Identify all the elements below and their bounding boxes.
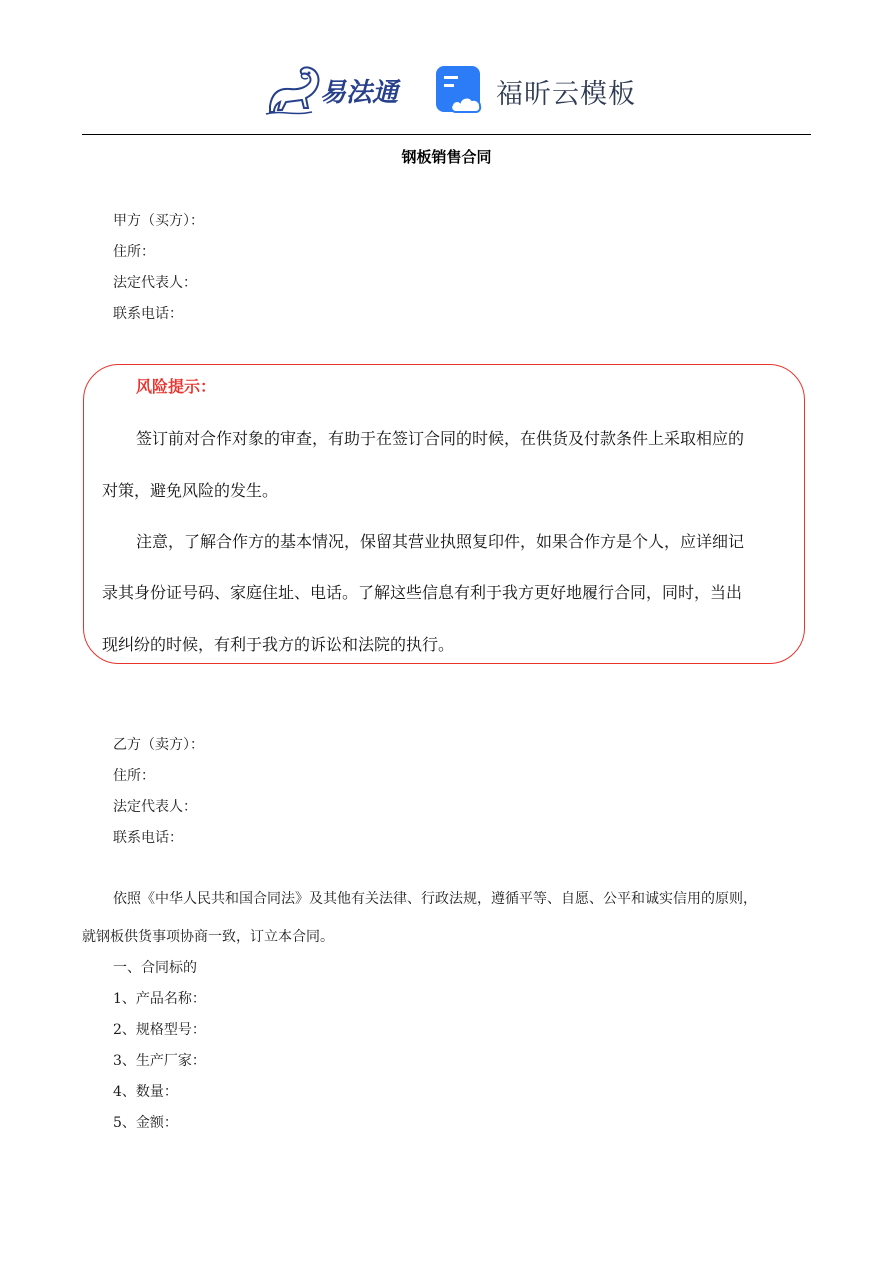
- list-item: 1、产品名称：: [113, 991, 206, 1007]
- party-a-rep: 法定代表人：: [113, 275, 197, 291]
- foxit-cloud-icon: [436, 66, 484, 116]
- document-title: 钢板销售合同: [401, 148, 492, 166]
- risk-text-line: 现纠纷的时候，有利于我方的诉讼和法院的执行。: [102, 635, 455, 654]
- intro-paragraph-line: 依照《中华人民共和国合同法》及其他有关法律、行政法规，遵循平等、自愿、公平和诚实信用的原则，: [113, 891, 757, 907]
- party-b-label: 乙方（卖方）：: [113, 737, 204, 753]
- intro-paragraph-line: 就钢板供货事项协商一致，订立本合同。: [82, 929, 334, 945]
- party-b-phone: 联系电话：: [113, 830, 183, 846]
- qilin-icon: [262, 62, 324, 120]
- party-a-phone: 联系电话：: [113, 306, 183, 322]
- list-item: 4、数量：: [113, 1084, 178, 1100]
- risk-text-line: 录其身份证号码、家庭住址、电话。了解这些信息有利于我方更好地履行合同，同时，当出: [102, 583, 743, 602]
- risk-warning-box: [83, 364, 805, 664]
- risk-text-line: 签订前对合作对象的审查，有助于在签订合同的时候，在供货及付款条件上采取相应的: [136, 429, 745, 448]
- section-heading: 一、合同标的: [113, 960, 197, 976]
- yifatong-wordmark: 易法通: [320, 78, 399, 108]
- header-logos: [0, 58, 893, 124]
- party-a-label: 甲方（买方）：: [113, 213, 204, 229]
- foxit-template-wordmark: 福昕云模板: [496, 79, 636, 110]
- header-divider: [82, 134, 811, 135]
- risk-text-line: 对策，避免风险的发生。: [102, 481, 279, 500]
- risk-warning-title: 风险提示：: [136, 377, 217, 396]
- yifatong-logo: [262, 62, 412, 120]
- party-b-rep: 法定代表人：: [113, 799, 197, 815]
- risk-text-line: 注意，了解合作方的基本情况，保留其营业执照复印件，如果合作方是个人，应详细记: [136, 532, 745, 551]
- party-a-address: 住所：: [113, 244, 155, 260]
- list-item: 2、规格型号：: [113, 1022, 206, 1038]
- list-item: 3、生产厂家：: [113, 1053, 206, 1069]
- list-item: 5、金额：: [113, 1115, 178, 1131]
- party-b-address: 住所：: [113, 768, 155, 784]
